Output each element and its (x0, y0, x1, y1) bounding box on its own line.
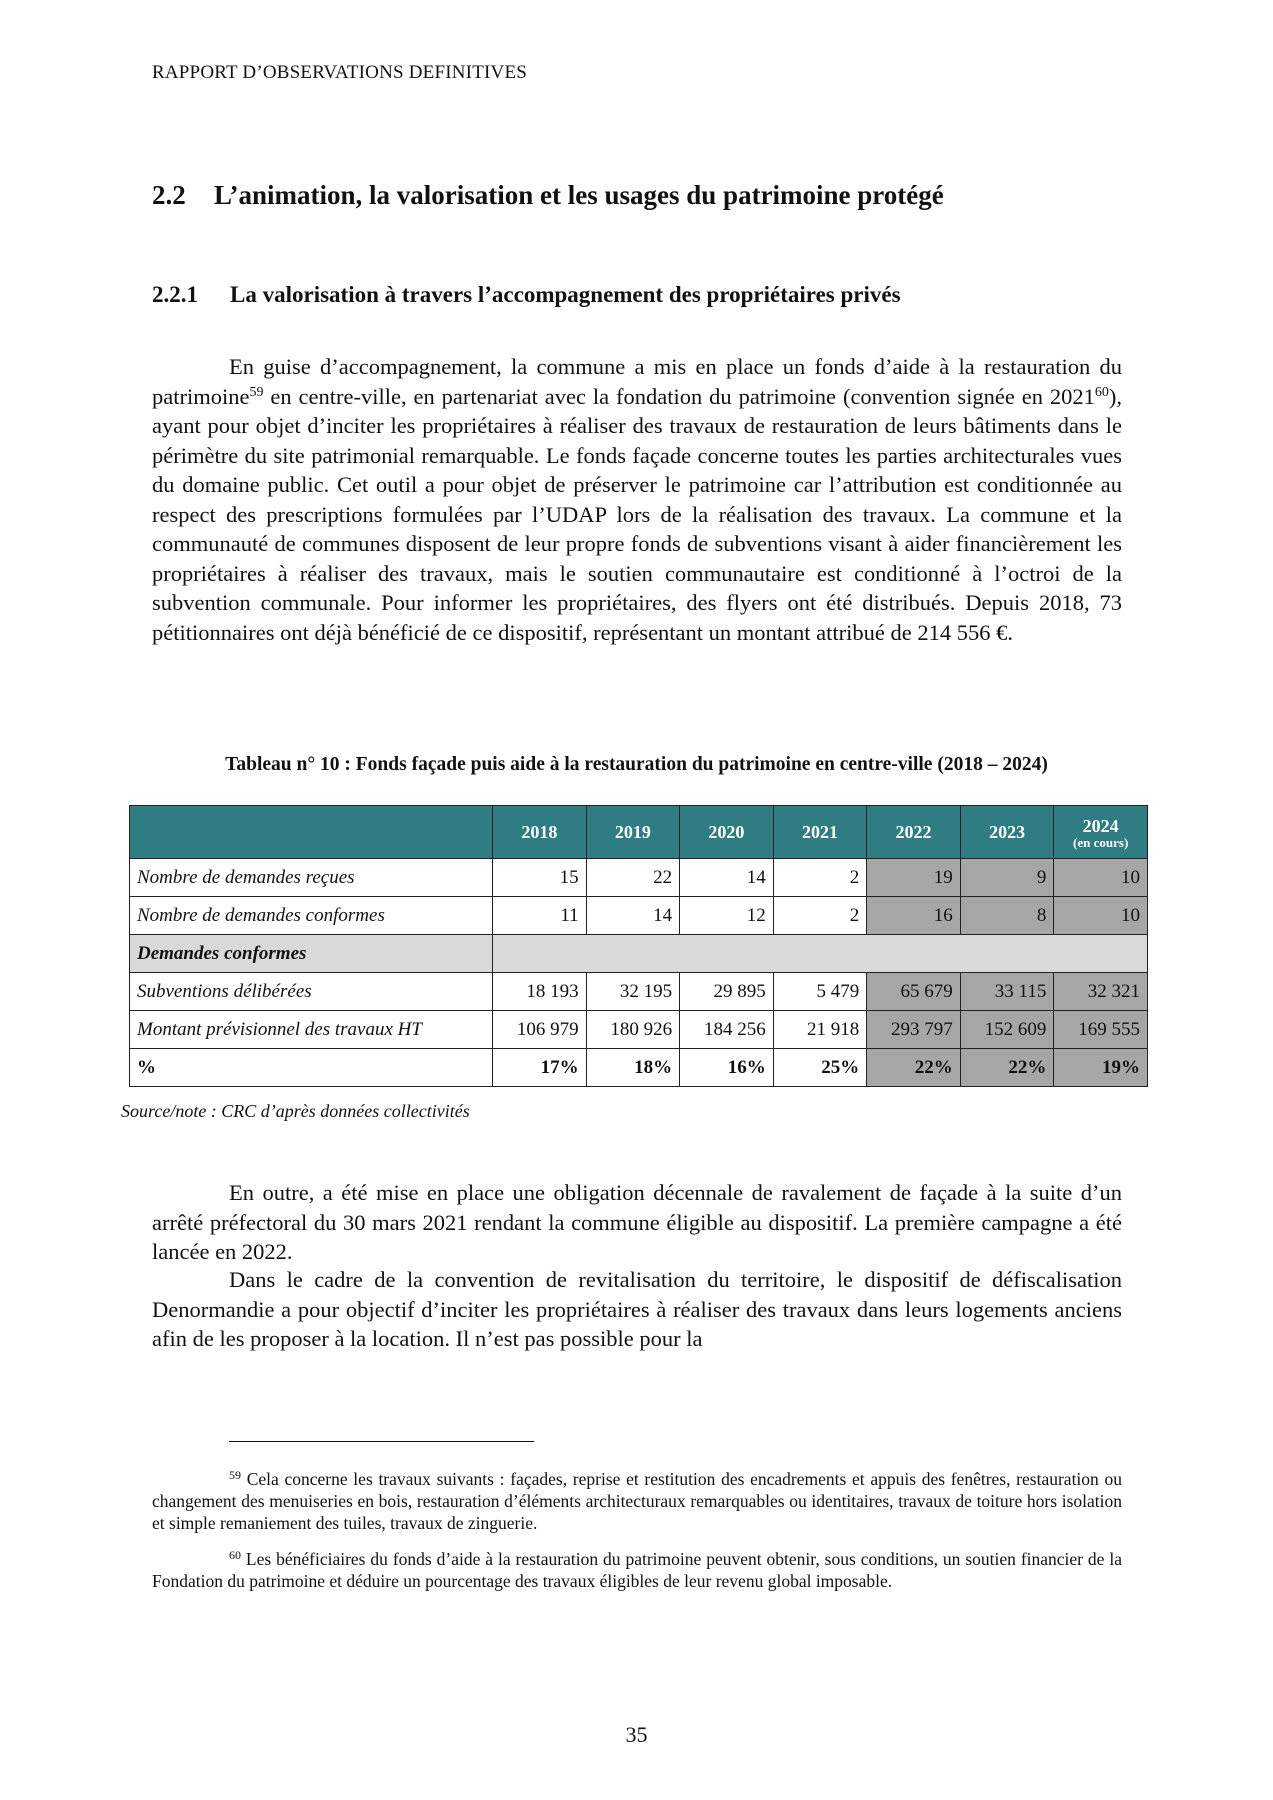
table-cell: 2 (773, 859, 867, 897)
table-header-row (130, 806, 1148, 859)
body-paragraph: Dans le cadre de la convention de revitalisation du territoire, le dispositif de défiscalisation Denormandie a pour objectif d’inciter les propriétaires à réaliser des travaux dans leurs logements anciens afin de les proposer à la location. Il n’est pas possible pour la (152, 1267, 1122, 1351)
table-cell: 5 479 (773, 973, 867, 1011)
row-label: % (130, 1049, 493, 1087)
table-cell: 10 (1054, 897, 1148, 935)
table-source-note: Source/note : CRC d’après données collectivités (121, 1101, 470, 1121)
row-label: Montant prévisionnel des travaux HT (130, 1011, 493, 1049)
table-cell: 106 979 (493, 1011, 587, 1049)
table-row (130, 897, 1148, 935)
body-paragraph: En outre, a été mise en place une obligation décennale de ravalement de façade à la suite d’un arrêté préfectoral du 30 mars 2021 rendant la commune éligible au dispositif. La première campagne a été lancée en 2022. (152, 1180, 1122, 1264)
table-cell: 14 (586, 897, 680, 935)
footnote-reference[interactable]: 59 (249, 384, 264, 400)
table-row (130, 973, 1148, 1011)
subsection-heading (152, 282, 901, 308)
row-label: Nombre de demandes conformes (130, 897, 493, 935)
page-number: 35 (625, 1722, 648, 1747)
section-row-fill (493, 935, 1148, 973)
table-cell: 18% (586, 1049, 680, 1087)
footnote-number: 59 (229, 1468, 241, 1482)
data-table (129, 805, 1148, 1087)
table-cell: 21 918 (773, 1011, 867, 1049)
table-cell: 22% (960, 1049, 1054, 1087)
table-row (130, 1011, 1148, 1049)
column-header-year: 2023 (960, 806, 1054, 859)
table-cell: 14 (680, 859, 774, 897)
table-cell: 2 (773, 897, 867, 935)
table-cell: 33 115 (960, 973, 1054, 1011)
table-cell: 65 679 (867, 973, 961, 1011)
section-row-label: Demandes conformes (130, 935, 493, 973)
table-header-blank (130, 806, 493, 859)
paragraph-text: ), ayant pour objet d’inciter les propriétaires à réaliser des travaux de restauration de leurs bâtiments dans le périmètre du site patrimonial remarquable. Le fonds façade concerne toutes les parties architecturales vues du domaine public. Cet outil a pour objet de préserver le patrimoine car l’attribution est conditionnée au respect des prescriptions formulées par l’UDAP lors de la réalisation des travaux. La commune et la communauté de communes disposent de leur propre fonds de subventions visant à aider financièrement les propriétaires à réaliser des travaux, mais le soutien communautaire est conditionné à l’octroi de la subvention communale. Pour informer les propriétaires, des flyers ont été distribués. Depuis 2018, 73 pétitionnaires ont déjà bénéficié de ce dispositif, représentant un montant attribué de 214 556 €. (152, 383, 1122, 645)
table-cell: 18 193 (493, 973, 587, 1011)
table-cell: 17% (493, 1049, 587, 1087)
footnote-number: 60 (229, 1548, 241, 1562)
footnote-text: Les bénéficiaires du fonds d’aide à la restauration du patrimoine peuvent obtenir, sous conditions, un soutien financier de la Fondation du patrimoine et déduire un pourcentage des travaux éligibles de leur revenu global imposable. (152, 1549, 1122, 1591)
paragraph-text: En guise d’accompagnement, la commune a mis en place un fonds d’aide à la restauration du patrimoine (152, 354, 1122, 409)
table-cell: 293 797 (867, 1011, 961, 1049)
table-cell: 32 195 (586, 973, 680, 1011)
row-label: Nombre de demandes reçues (130, 859, 493, 897)
column-header-year: 2021 (773, 806, 867, 859)
table-cell: 169 555 (1054, 1011, 1148, 1049)
table-cell: 19% (1054, 1049, 1148, 1087)
table-cell: 25% (773, 1049, 867, 1087)
table-cell: 12 (680, 897, 774, 935)
table-cell: 9 (960, 859, 1054, 897)
table-cell: 8 (960, 897, 1054, 935)
section-title: L’animation, la valorisation et les usages du patrimoine protégé (214, 180, 944, 210)
table-cell: 16% (680, 1049, 774, 1087)
table-row (130, 859, 1148, 897)
column-header-year (1054, 806, 1148, 859)
section-heading (152, 180, 944, 211)
footnote-text: Cela concerne les travaux suivants : façades, reprise et restitution des encadrements et appuis des fenêtres, restauration ou changement des menuiseries en bois, restauration d’éléments architecturaux remarquables ou identitaires, travaux de toiture hors isolation et simple remaniement des tuiles, travaux de zinguerie. (152, 1469, 1122, 1533)
table-cell: 15 (493, 859, 587, 897)
running-header: RAPPORT D’OBSERVATIONS DEFINITIVES (152, 62, 528, 83)
body-paragraph (152, 352, 1122, 647)
section-number: 2.2 (152, 180, 186, 210)
column-header-year: 2018 (493, 806, 587, 859)
table-caption: Tableau n° 10 : Fonds façade puis aide à la restauration du patrimoine en centre-ville (2018 – 2024) (225, 754, 1048, 775)
table-row-percentage (130, 1049, 1148, 1087)
column-header-year: 2019 (586, 806, 680, 859)
column-header-note: (en cours) (1073, 834, 1129, 850)
table-cell: 152 609 (960, 1011, 1054, 1049)
footnote-separator (229, 1441, 534, 1442)
table-cell: 10 (1054, 859, 1148, 897)
row-label: Subventions délibérées (130, 973, 493, 1011)
table-cell: 29 895 (680, 973, 774, 1011)
footnote-reference[interactable]: 60 (1094, 384, 1109, 400)
table-cell: 11 (493, 897, 587, 935)
table-cell: 180 926 (586, 1011, 680, 1049)
column-header-year: 2020 (680, 806, 774, 859)
table-cell: 22% (867, 1049, 961, 1087)
paragraph-text: en centre-ville, en partenariat avec la fondation du patrimoine (convention signée en 2021 (263, 383, 1095, 409)
footnote (152, 1548, 1122, 1592)
footnote (152, 1468, 1122, 1534)
column-header-year: 2022 (867, 806, 961, 859)
column-header-year-label: 2024 (1082, 815, 1119, 836)
table-cell: 184 256 (680, 1011, 774, 1049)
table-cell: 16 (867, 897, 961, 935)
subsection-number: 2.2.1 (152, 282, 198, 307)
table-cell: 19 (867, 859, 961, 897)
subsection-title: La valorisation à travers l’accompagnement des propriétaires privés (230, 282, 901, 307)
table-section-row (130, 935, 1148, 973)
table-cell: 22 (586, 859, 680, 897)
table-cell: 32 321 (1054, 973, 1148, 1011)
